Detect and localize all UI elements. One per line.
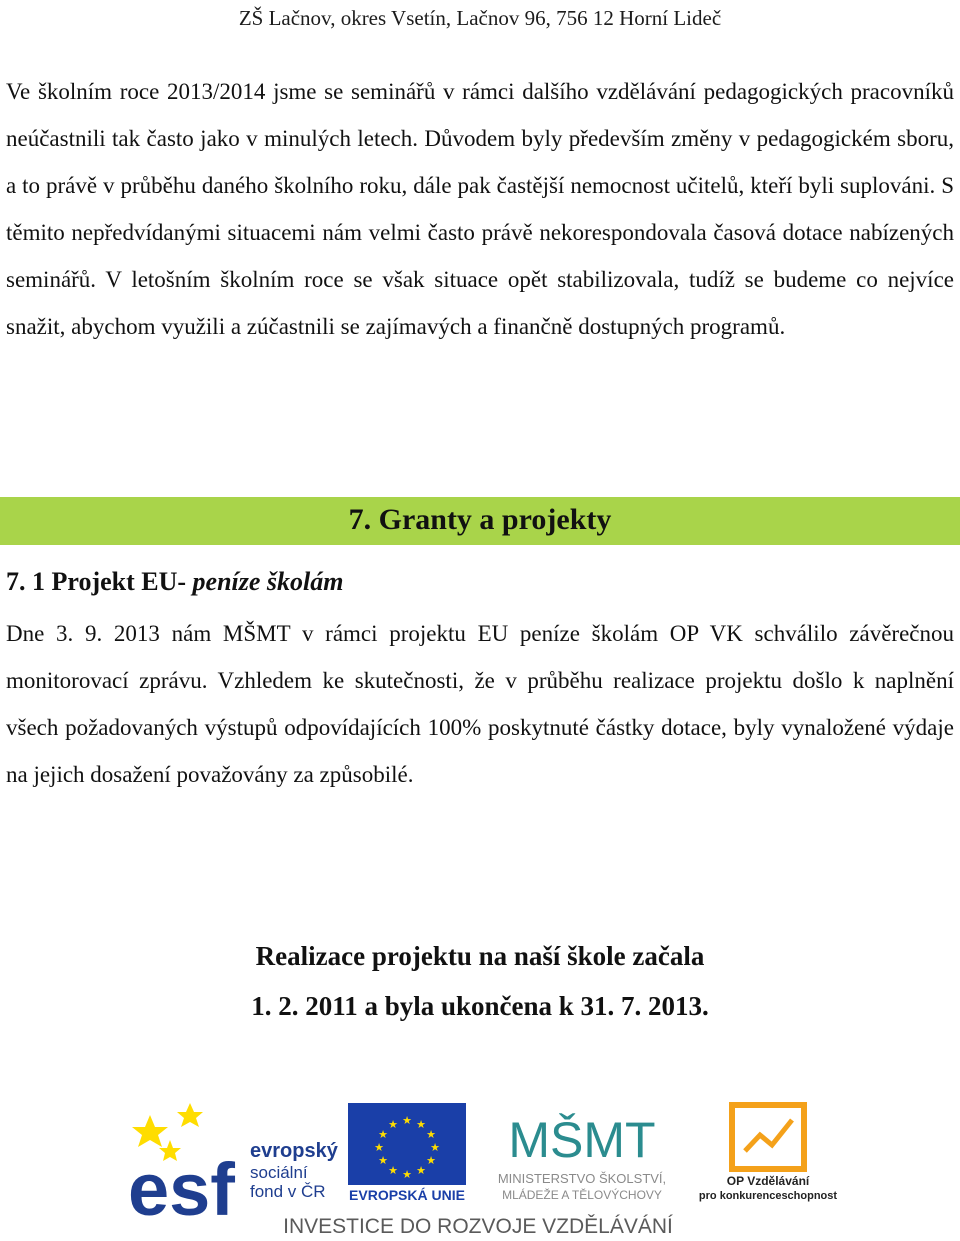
- svg-text:★: ★: [388, 1164, 398, 1177]
- msmt-logo: [498, 1112, 666, 1202]
- page-header: ZŠ Lačnov, okres Vsetín, Lačnov 96, 756 12 Horní Lideč: [238, 6, 722, 30]
- esf-line-1: evropský: [250, 1140, 338, 1162]
- eu-caption: EVROPSKÁ UNIE: [349, 1187, 465, 1203]
- esf-line-2: sociální: [250, 1163, 308, 1182]
- subsection-prefix: 7. 1 Projekt EU-: [6, 567, 193, 596]
- logo-footer-tagline: INVESTICE DO ROZVOJE VZDĚLÁVÁNÍ: [283, 1215, 673, 1238]
- msmt-mark: MŠMT: [508, 1112, 656, 1168]
- opvk-line-2: pro konkurenceschopnost: [698, 1190, 838, 1202]
- svg-text:★: ★: [388, 1118, 398, 1131]
- esf-logo: [128, 1103, 339, 1231]
- opvk-arrow-icon: [745, 1120, 792, 1151]
- realization-line-2: 1. 2. 2011 a byla ukončena k 31. 7. 2013.: [251, 991, 709, 1021]
- section-title: 7. Granty a projekty: [348, 503, 612, 536]
- svg-text:★: ★: [402, 1168, 412, 1181]
- svg-text:★: ★: [402, 1114, 412, 1127]
- msmt-line-2: MLÁDEŽE A TĚLOVÝCHOVY: [502, 1188, 662, 1202]
- eu-logo: [348, 1103, 466, 1203]
- esf-mark: esf: [128, 1148, 235, 1231]
- svg-text:★: ★: [374, 1141, 384, 1154]
- svg-text:★: ★: [426, 1128, 436, 1141]
- esf-line-3: fond v ČR: [250, 1182, 326, 1201]
- opvk-logo: [699, 1105, 837, 1202]
- svg-text:★: ★: [378, 1154, 388, 1167]
- svg-text:★: ★: [416, 1118, 426, 1131]
- msmt-line-1: MINISTERSTVO ŠKOLSTVÍ,: [497, 1171, 667, 1186]
- subsection-heading: [6, 564, 344, 600]
- opvk-line-1: OP Vzdělávání: [726, 1174, 810, 1188]
- logo-strip: [0, 1095, 960, 1241]
- svg-text:★: ★: [416, 1164, 426, 1177]
- body-paragraph: Dne 3. 9. 2013 nám MŠMT v rámci projektu EU peníze školám OP VK schválilo závěrečnou monitorovací zprávu. Vzhledem ke skutečnosti, že v průběhu realizace projektu došlo k naplnění všech požadovaných výstupů odpovídajících 100% poskytnuté částky dotace, byly vynaložené výdaje na jejich dosažení považovány za způsobilé.: [6, 621, 954, 787]
- svg-text:★: ★: [378, 1128, 388, 1141]
- svg-text:★: ★: [426, 1154, 436, 1167]
- subsection-italic: peníze školám: [192, 567, 344, 596]
- opvk-mark-icon: [732, 1105, 804, 1169]
- realization-line-1: Realizace projektu na naší škole začala: [255, 941, 705, 971]
- svg-text:★: ★: [430, 1141, 440, 1154]
- intro-paragraph: Ve školním roce 2013/2014 jsme se seminářů v rámci dalšího vzdělávání pedagogických pracovníků neúčastnili tak často jako v minulých letech. Důvodem byly především změny v pedagogickém sboru, a to právě v průběhu daného školního roku, dále pak častější nemocnost učitelů, kteří byli suplováni. S těmito nepředvídanými situacemi nám velmi často právě nekorespondovala časová dotace nabízených seminářů. V letošním školním roce se však situace opět stabilizovala, tudíž se budeme co nejvíce snažit, abychom využili a zúčastnili se zajímavých a finančně dostupných programů.: [6, 79, 954, 339]
